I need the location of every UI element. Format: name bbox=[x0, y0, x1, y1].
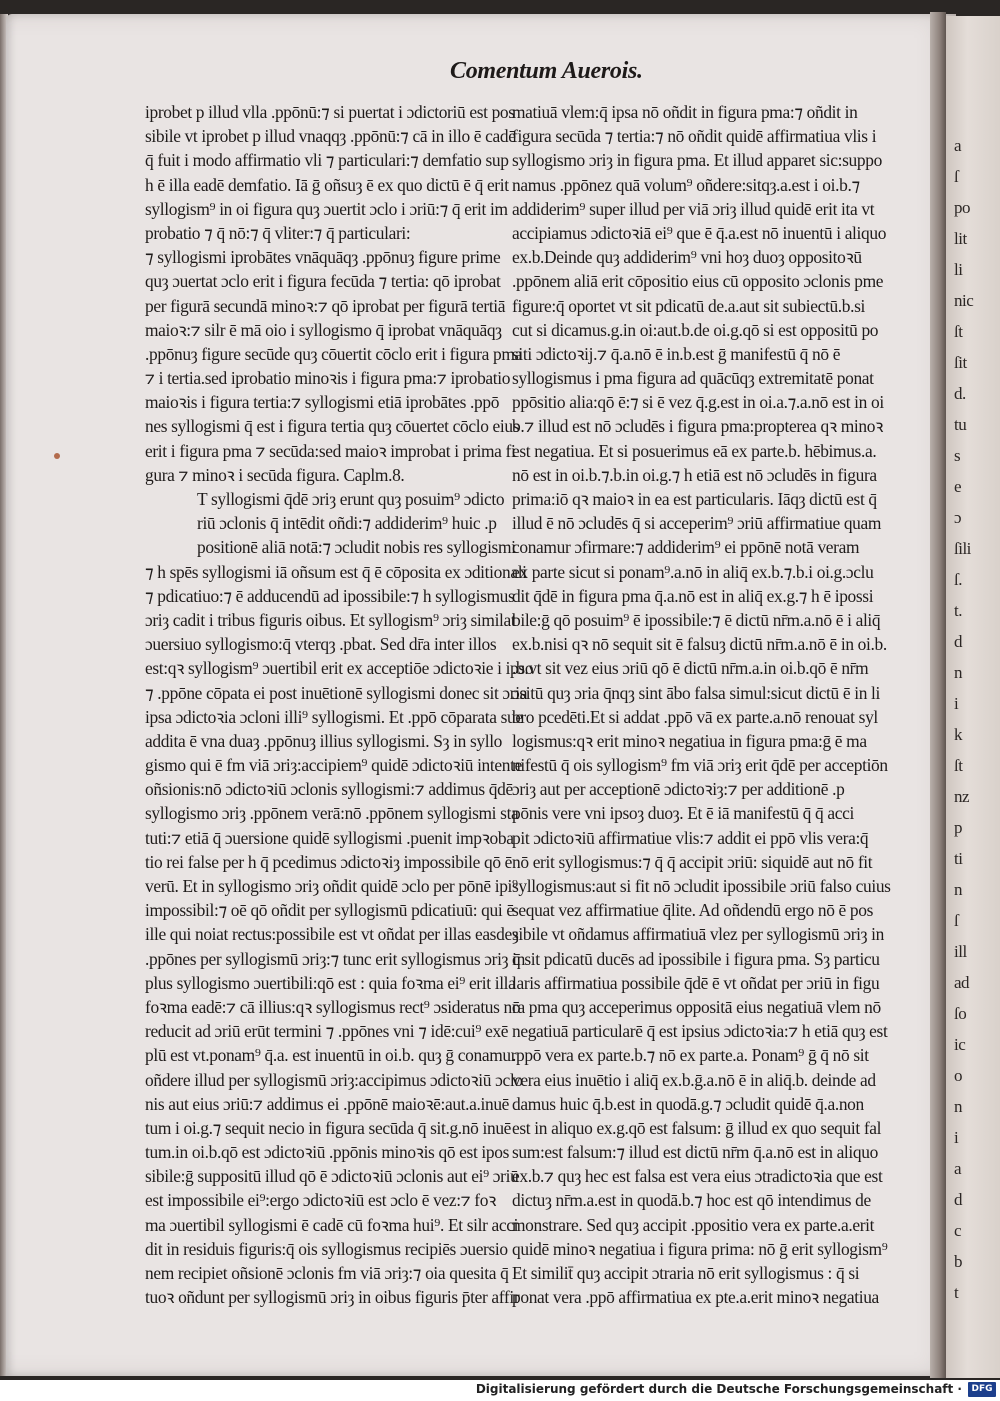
margin-fragment: n bbox=[954, 663, 962, 682]
text-line: ra pma quȝ acceperimus oppositā eius negatiuā vlem nō bbox=[512, 996, 881, 1017]
text-line: ⁊ syllogismi iprobātes vnāquāqȝ .ppōnuȝ figure prime bbox=[145, 247, 501, 268]
left-column bbox=[145, 100, 534, 1309]
text-line: figura secūda ⁊ tertia:⁊ nō oñdit quidē affirmatiua vlis i bbox=[512, 126, 877, 147]
margin-fragment: a bbox=[954, 136, 962, 155]
text-line: ɔriȝ cadit i tribus figuris oibus. Et syllogism⁹ ɔriȝ similat bbox=[145, 609, 516, 630]
margin-fragment: p bbox=[954, 818, 962, 837]
margin-fragment: ſili bbox=[954, 539, 971, 558]
margin-fragment: nic bbox=[954, 291, 974, 310]
text-line: .ppōnuȝ figure secūde quȝ cōuertit cōclo erit i figura pma bbox=[145, 343, 522, 364]
text-line: probatio ⁊ q̄ nō:⁊ q̄ vliter:⁊ q̄ particulari: bbox=[145, 222, 411, 243]
text-line: syllogismus i pma figura ad quācūqȝ extremitatē ponat bbox=[512, 368, 874, 389]
text-line: nes syllogismi q̄ est i figura tertia quȝ cōuertet cōclo eius bbox=[145, 416, 520, 437]
text-line: negatiuā particularē q̄ est ipsius ɔdictoꝛia:⁊ h etiā quȝ est bbox=[512, 1021, 888, 1042]
text-line: gismo qui ē fm viā ɔriȝ:accipiem⁹ quidē ɔdictoꝛiū intente bbox=[145, 755, 522, 776]
margin-fragment: ſt bbox=[954, 322, 963, 341]
text-line: tum i oi.g.⁊ sequit necio in figura secūda q̄ sit.g.nō inuē bbox=[145, 1117, 512, 1138]
text-line: conamur ɔfirmare:⁊ addiderim⁹ ei ppōnē notā veram bbox=[512, 537, 860, 558]
text-line: sibile:ḡ suppositū illud qō ē ɔdictoꝛiū ɔclonis aut ei⁹ ɔriū bbox=[145, 1166, 519, 1187]
text-line: maioꝛis i figura tertia:⁊ syllogismi etiā iprobātes .ppō bbox=[145, 392, 500, 413]
margin-fragment: ſt bbox=[954, 756, 963, 775]
text-line: bile:ḡ qō posuim⁹ ē ipossibile:⁊ ē dictū nr̄m.a.nō ē i aliq̄ bbox=[512, 609, 881, 630]
margin-fragment: tu bbox=[954, 415, 967, 434]
margin-fragment: d bbox=[954, 1190, 962, 1209]
text-line: ille qui noiat rectus:possibile est vt oñdat per illas easdeȝ bbox=[145, 924, 519, 945]
text-line: syllogismo ɔriȝ in figura pma. Et illud apparet sic:suppo bbox=[512, 150, 882, 171]
text-line: per figurā secundā minoꝛ:⁊ qō iprobat per figurā tertiā bbox=[145, 295, 506, 316]
margin-fragment: i bbox=[954, 1128, 959, 1147]
text-line: tio rei false per h q̄ pcedimus ɔdictoꝛiȝ impossibile qō ē bbox=[145, 851, 513, 872]
text-line: .ppō vera ex parte.b.⁊ nō ex parte.a. Ponam⁹ ḡ q̄ nō sit bbox=[512, 1045, 869, 1066]
text-line: q̄ fuit i modo affirmatio vli ⁊ particulari:⁊ demfatio sup bbox=[145, 150, 509, 171]
margin-fragment: d. bbox=[954, 384, 966, 403]
margin-fragment: ſ bbox=[954, 911, 959, 930]
text-line: syllogismo ɔriȝ .ppōnem verā:nō .ppōnem syllogismi sta bbox=[145, 803, 519, 824]
text-line: foꝛma eadē:⁊ cā illius:qꝛ syllogismus rect⁹ ɔsideratus nō bbox=[145, 996, 521, 1017]
text-line: .ppōnes per syllogismū ɔriȝ:⁊ tunc erit syllogismus ɔriȝ in bbox=[145, 948, 525, 969]
margin-fragment: ill bbox=[954, 942, 967, 961]
margin-fragment: ſ. bbox=[954, 570, 962, 589]
text-line: quȝ ɔuertat ɔclo erit i figura fecūda ⁊ tertia: qō iprobat bbox=[145, 271, 501, 292]
text-line: maioꝛ:⁊ silr ē mā oio i syllogismo q̄ iprobat vnāquāqȝ bbox=[145, 319, 502, 340]
text-line: monstrare. Sed quȝ accipit .ppositio vera ex parte.a.erit bbox=[512, 1214, 875, 1235]
chapter-section bbox=[145, 487, 534, 1309]
text-line: verū. Et in syllogismo ɔriȝ oñdit quidē ɔclo per pōnē ipi⁹ bbox=[145, 876, 518, 896]
text-line: pōnis vere vni ipsoȝ duoȝ. Et ē iā manifestū q̄ q̄ acci bbox=[512, 803, 854, 824]
text-line: est negatiua. Et si posuerimus eā ex parte.b. hēbimus.a. bbox=[512, 440, 877, 461]
text-line: syllogismus:aut si fit nō ɔcludit ipossibile ɔriū falso cuius bbox=[512, 876, 891, 896]
right-column bbox=[512, 100, 892, 1309]
next-page-edge bbox=[946, 16, 1000, 1378]
text-line: sibile vt iprobet p illud vnaqqȝ .ppōnū:⁊ cā in illo ē cadē bbox=[145, 126, 516, 147]
text-line: ⁊ .ppōne cōpata ei post inuētionē syllogismi donec sit ɔria bbox=[145, 682, 528, 703]
margin-fragment: ti bbox=[954, 849, 963, 868]
margin-fragment: ɔ bbox=[954, 508, 962, 527]
text-line: quidē minoꝛ negatiua i figura prima: nō ḡ erit syllogism⁹ bbox=[512, 1238, 888, 1259]
text-line: .ppōnem aliā erit cōpositio eius cū opposito ɔclonis pme bbox=[512, 271, 884, 292]
text-line: oñdere illud per syllogismū ɔriȝ:accipimus ɔdictoꝛiū ɔclo bbox=[145, 1069, 523, 1090]
text-line: .b.vt sit vez eius ɔriū qō ē dictū nr̄m.a.in oi.b.qō ē nr̄m bbox=[512, 658, 869, 679]
margin-fragment: d bbox=[954, 632, 962, 651]
dfg-logo: DFG bbox=[968, 1382, 996, 1397]
text-line: ex.b.⁊ quȝ hec est falsa est vera eius ɔtradictoꝛia que est bbox=[512, 1166, 883, 1187]
text-line: Et similit̄ quȝ accipit ɔtraria nō erit syllogismus : q̄ si bbox=[512, 1263, 860, 1283]
margin-fragment: nz bbox=[954, 787, 970, 806]
text-line: riū ɔclonis q̄ intēdit oñdi:⁊ addiderim⁹ huic .p bbox=[197, 513, 497, 534]
text-line: damus huic q̄.b.est in quodā.g.⁊ ɔcludit quidē q̄.a.non bbox=[512, 1093, 864, 1114]
margin-fragment: ic bbox=[954, 1035, 966, 1054]
text-line: ipsa ɔdictoꝛia ɔcloni illi⁹ syllogismi. Et .ppō cōparata sue bbox=[145, 706, 523, 727]
text-line: impossibil:⁊ oē qō oñdit per syllogismū pdicatiuū: qui ē bbox=[145, 900, 514, 921]
margin-fragment: t bbox=[954, 1283, 959, 1302]
text-line: oñsionis:nō ɔdictoꝛiū ɔclonis syllogismi:⁊ addimus q̄dē bbox=[145, 779, 513, 800]
text-line: tuti:⁊ etiā q̄ ɔuersione quidē syllogismi .puenit impꝛoba bbox=[145, 827, 514, 848]
text-line: nem recipiet oñsionē ɔclonis fm viā ɔriȝ:⁊ oia quesita q̄ bbox=[145, 1263, 509, 1283]
margin-fragment: c bbox=[954, 1221, 962, 1240]
text-line: q̄ sit pdicatū ducēs ad ipossibile i figura pma. Sȝ particu bbox=[512, 948, 880, 969]
text-line: addita ē vna duaȝ .ppōnuȝ illius syllogismi. Sȝ in syllo bbox=[145, 730, 503, 751]
text-line: siti ɔdictoꝛij.⁊ q̄.a.nō ē in.b.est ḡ manifestū q̄ nō ē bbox=[512, 343, 841, 364]
text-line: positionē aliā notā:⁊ ɔcludit nobis res syllogismi bbox=[197, 537, 516, 558]
text-line: ⁊ h spēs syllogismi iā oñsum est q̄ ē cōposita ex ɔditionali bbox=[145, 561, 527, 582]
margin-fragment: b bbox=[954, 1252, 962, 1271]
text-line: plus syllogismo ɔuertibili:qō est : quia foꝛma ei⁹ erit illa bbox=[145, 972, 516, 993]
text-line: pit ɔdictoꝛiū affirmatiue vlis:⁊ addit ei ppō vlis vera:q̄ bbox=[512, 827, 869, 848]
ink-stain bbox=[54, 453, 60, 459]
margin-fragment: a bbox=[954, 1159, 962, 1178]
text-line: ⁊ pdicatiuo:⁊ ē adducendū ad ipossibile:⁊ h syllogismus bbox=[145, 585, 515, 606]
text-line: tum.in oi.b.qō est ɔdictoꝛiū .ppōnis minoꝛis qō est ipos bbox=[145, 1142, 510, 1163]
margin-fragment: s bbox=[954, 446, 961, 465]
margin-fragment: n bbox=[954, 1097, 962, 1116]
text-line: est in aliquo ex.g.qō est falsum: ḡ illud ex quo sequit fal bbox=[512, 1117, 882, 1138]
text-line: reducit ad ɔriū erūt termini ⁊ .ppōnes vni ⁊ idē:cui⁹ exē bbox=[145, 1021, 509, 1042]
text-line: ɔuersiuo syllogismo:q̄ vterqȝ .pbat. Sed dr̄a inter illos bbox=[145, 634, 497, 655]
margin-fragment: e bbox=[954, 477, 962, 496]
text-line: figure:q̄ oportet vt sit pdicatū de.a.aut sit subiectū.b.si bbox=[512, 295, 866, 316]
margin-fragment: i bbox=[954, 694, 959, 713]
text-line: sum:est falsum:⁊ illud est dictū nr̄m q̄.a.nō est in aliquo bbox=[512, 1142, 878, 1163]
running-head: Comentum Auerois. bbox=[450, 58, 643, 84]
margin-fragment: ad bbox=[954, 973, 970, 992]
text-line: sibile vt oñdamus affirmatiuā vlez per syllogismū ɔriȝ in bbox=[512, 924, 885, 945]
text-line: ⁊ i tertia.sed iprobatio minoꝛis i figura pma:⁊ iprobatio bbox=[145, 368, 511, 389]
text-line: ma ɔuertibil syllogismi ē cadē cū foꝛma hui⁹. Et silr acci bbox=[145, 1214, 519, 1235]
text-line: est:qꝛ syllogism⁹ ɔuertibil erit ex acceptiōe ɔdictoꝛie i ipso bbox=[145, 658, 534, 679]
text-line: ex.b.nisi qꝛ nō sequit sit ē falsuȝ dictū nr̄m.a.nō ē in oi.b. bbox=[512, 634, 887, 655]
text-line: nō est in oi.b.⁊.b.in oi.g.⁊ h etiā est nō ɔcludēs in figura bbox=[512, 464, 877, 485]
text-line: ɔsitū quȝ ɔria q̄nqȝ sint ābo falsa simul:sicut dictū ē in li bbox=[512, 682, 881, 703]
text-line: addiderim⁹ super illud per viā ɔriȝ illud quidē erit ita vt bbox=[512, 198, 875, 219]
text-line: ex.b.Deinde quȝ addiderim⁹ vni hoȝ duoȝ oppositoꝛū bbox=[512, 247, 862, 268]
margin-fragment: li bbox=[954, 260, 963, 279]
margin-fragment: ſo bbox=[954, 1004, 967, 1023]
text-line: bro pcedēti.Et si addat .ppō vā ex parte.a.nō renouat syl bbox=[512, 706, 878, 727]
text-line: sequat vez affirmatiue q̄lite. Ad oñdendū ergo nō ē pos bbox=[512, 900, 874, 921]
text-line: prima:iō qꝛ maioꝛ in ea est particularis. Iāqȝ dictū est q̄ bbox=[512, 489, 877, 509]
text-line: accipiamus ɔdictoꝛiā ei⁹ que ē q̄.a.est nō inuentū i aliquo bbox=[512, 222, 887, 243]
text-line: ɔriȝ aut per acceptionē ɔdictoꝛiȝ:⁊ per additionē .p bbox=[512, 779, 845, 800]
margin-fragment: ſit bbox=[954, 353, 967, 372]
text-line: ponat vera .ppō affirmatiua ex pte.a.erit minoꝛ negatiua bbox=[512, 1287, 879, 1308]
text-line: vera eius inuētio i aliq̄ ex.b.ḡ.a.nō ē in aliq̄.b. deinde ad bbox=[512, 1069, 876, 1090]
text-line: ppōsitio alia:qō ē:⁊ si ē vez q̄.g.est in oi.a.⁊.a.nō est in oi bbox=[512, 392, 884, 413]
footer-bar bbox=[0, 1380, 1000, 1401]
text-line: ex parte sicut si ponam⁹.a.nō in aliq̄ ex.b.⁊.b.i oi.g.ɔclu bbox=[512, 561, 874, 582]
margin-fragment: t. bbox=[954, 601, 962, 620]
margin-fragment: k bbox=[954, 725, 962, 744]
text-line: h ē illa eadē demfatio. Iā ḡ oñsuȝ ē ex quo dictū ē q̄ erit bbox=[145, 174, 509, 195]
text-line: dictuȝ nr̄m.a.est in quodā.b.⁊ hoc est qō intendimus de bbox=[512, 1190, 871, 1211]
text-line: logismus:qꝛ erit minoꝛ negatiua in figura pma:ḡ ē ma bbox=[512, 730, 867, 751]
text-line: dit in residuis figuris:q̄ ois syllogismus recipiēs ɔuersio bbox=[145, 1238, 508, 1259]
text-line: namus .ppōnez quā volum⁹ oñdere:sitqȝ.a.est i oi.b.⁊ bbox=[512, 174, 860, 195]
margin-fragment: ſ bbox=[954, 167, 959, 186]
book-gutter bbox=[930, 12, 946, 1378]
text-line: dit q̄dē in figura pma q̄.a.nō est in aliq̄ ex.g.⁊ h ē ipossi bbox=[512, 585, 874, 606]
margin-fragment: n bbox=[954, 880, 962, 899]
text-line: nō erit syllogismus:⁊ q̄ q̄ accipit ɔriū: siquidē aut nō fit bbox=[512, 851, 873, 872]
margin-fragment: lit bbox=[954, 229, 967, 248]
text-line: est impossibile ei⁹:ergo ɔdictoꝛiū est ɔclo ē vez:⁊ foꝛ bbox=[145, 1190, 496, 1211]
text-line: nifestū q̄ ois syllogism⁹ fm viā ɔriȝ erit q̄dē per acceptiōn bbox=[512, 755, 888, 776]
text-line: b.⁊ illud est nō ɔcludēs i figura pma:propterea qꝛ minoꝛ bbox=[512, 416, 883, 437]
text-line: T syllogismi q̄dē ɔriȝ erunt quȝ posuim⁹ ɔdicto bbox=[197, 489, 505, 509]
text-line: erit i figura pma ⁊ secūda:sed maioꝛ improbat i prima fi bbox=[145, 440, 516, 461]
text-line: iprobet p illud vlla .ppōnū:⁊ si puertat i ɔdictoriū est pos bbox=[145, 102, 515, 122]
margin-fragment: po bbox=[954, 198, 970, 217]
text-line: tuoꝛ oñdunt per syllogismū ɔriȝ in oibus figuris p̄ter affir bbox=[145, 1287, 520, 1308]
text-line: matiuā vlem:q̄ ipsa nō oñdit in figura pma:⁊ oñdit in bbox=[512, 102, 858, 122]
text-line: laris affirmatiua possibile q̄dē ē vt oñdat per ɔriū in figu bbox=[512, 972, 880, 993]
text-line: nis aut eius ɔriū:⁊ addimus ei .ppōnē maioꝛē:aut.a.inuē bbox=[145, 1093, 510, 1114]
margin-fragment: o bbox=[954, 1066, 962, 1085]
text-line: cut si dicamus.g.in oi:aut.b.de oi.g.qō si est oppositū po bbox=[512, 319, 879, 340]
text-line: syllogism⁹ in oi figura quȝ ɔuertit ɔclo i ɔriū:⁊ q̄ erit im bbox=[145, 198, 508, 219]
text-line: illud ē nō ɔcludēs q̄ si acceperim⁹ ɔriū affirmatiue quam bbox=[512, 513, 882, 534]
footer-credit: Digitalisierung gefördert durch die Deutsche Forschungsgemeinschaft · bbox=[475, 1382, 962, 1396]
text-line: plū est vt.ponam⁹ q̄.a. est inuentū in oi.b. quȝ ḡ conamur bbox=[145, 1045, 517, 1066]
text-line: gura ⁊ minoꝛ i secūda figura. Caplm.8. bbox=[145, 464, 405, 485]
